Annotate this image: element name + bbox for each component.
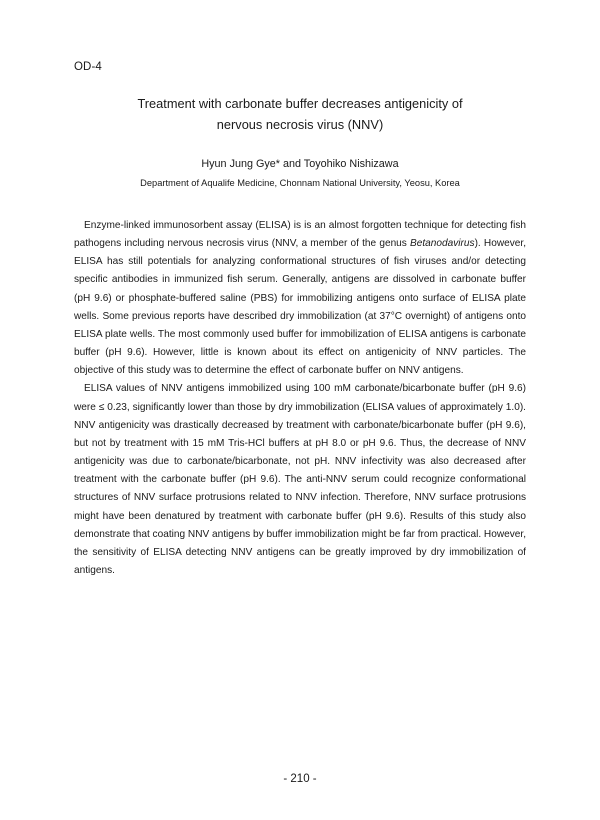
abstract-paragraph-2: ELISA values of NNV antigens immobilized using 100 mM carbonate/bicarbonate buffer (pH 9.6) were ≤ 0.23, significantly lower than those by dry immobilization (ELISA values of approximately 1.0). NNV antigenicity was drastically decreased by treatment with carbonate/bicarbonate buffer (pH 9.6), but not by treatment with 15 mM Tris-HCl buffers at pH 8.0 or pH 9.6. Thus, the decrease of NNV antigenicity was due to carbonate/bicarbonate, not pH. NNV infectivity was also decreased after treatment with the carbonate buffer (pH 9.6). The anti-NNV serum could recognize conformational structures of NNV surface protrusions related to NNV infection. Therefore, NNV surface protrusions might have been denatured by treatment with carbonate buffer (pH 9.6). Results of this study also demonstrate that coating NNV antigens by buffer immobilization might be far from practical. However, the sensitivity of ELISA detecting NNV antigens can be greatly improved by dry immobilization of antigens. (74, 383, 527, 576)
author-list: Hyun Jung Gye* and Toyohiko Nishizawa (201, 158, 399, 170)
page-number: - 210 - (283, 773, 317, 785)
title-line-2: nervous necrosis virus (NNV) (216, 117, 384, 132)
author-affiliation: Department of Aqualife Medicine, Chonnam National University, Yeosu, Korea (140, 178, 460, 188)
genus-name: Betanodavirus (410, 238, 475, 250)
paper-title (60, 93, 540, 135)
session-code: OD-4 (74, 61, 102, 73)
abstract-p1-text-b: ). However, ELISA has still potentials for analyzing conformational structures of fish viruses and/or detecting specific antibodies in immunized fish serum. Generally, antigens are dissolved in carbonate buffer (pH 9.6) or phosphate-buffered saline (PBS) for immobilizing antigens onto surface of ELISA plate wells. Some previous reports have described dry immobilization (at 37°C overnight) of antigens onto ELISA plate wells. The most commonly used buffer for immobilization of ELISA antigens is carbonate buffer (pH 9.6). However, little is known about its effect on antigenicity of NNV particles. The objective of this study was to determine the effect of carbonate buffer on NNV antigens. (74, 238, 526, 377)
abstract-body (74, 217, 526, 580)
abstract-paragraph-1 (74, 217, 526, 380)
title-line-1: Treatment with carbonate buffer decreases antigenicity of (137, 96, 463, 111)
abstract-p1-text-a: Enzyme-linked immunosorbent assay (ELISA) is is an almost forgotten technique for detecting fish pathogens including nervous necrosis virus (NNV, a member of the genus (74, 220, 526, 250)
